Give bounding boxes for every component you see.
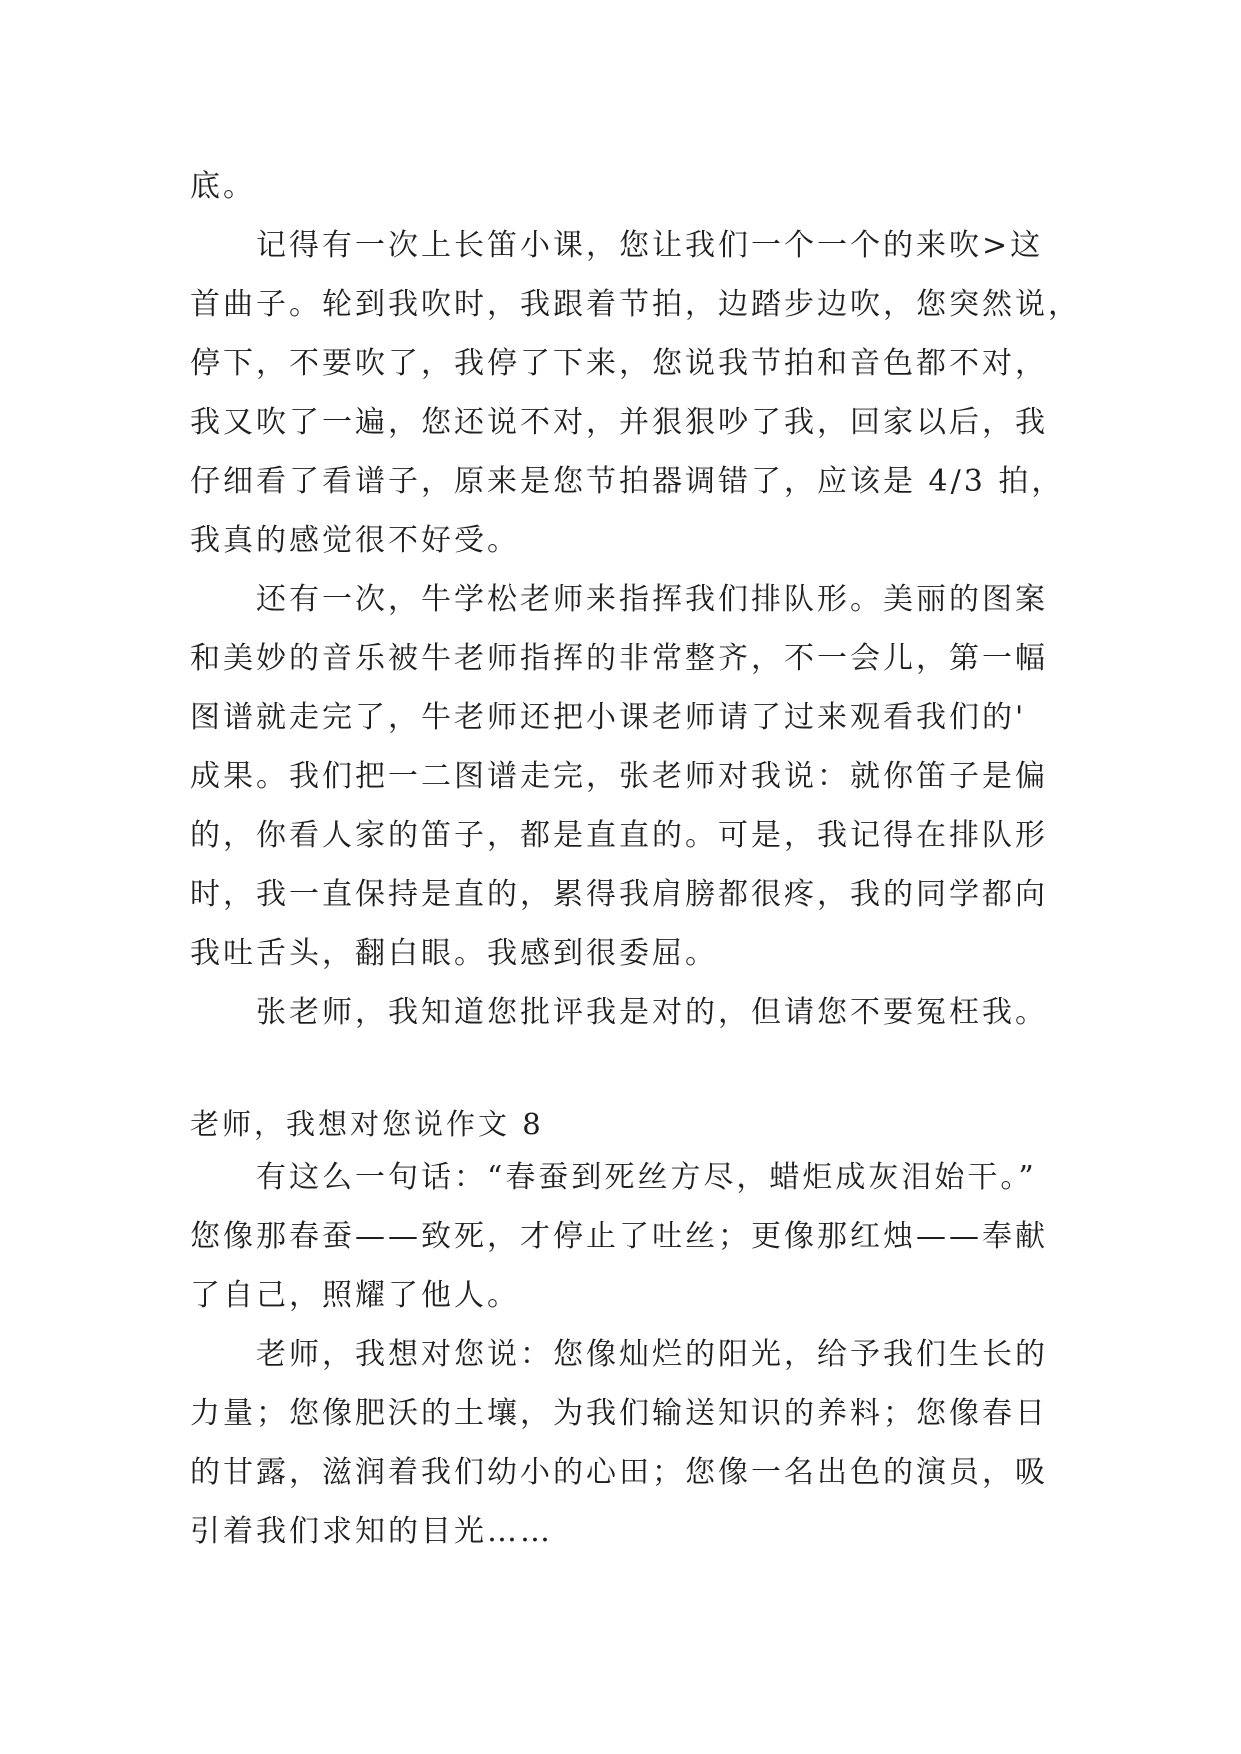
text-line: 力量；您像肥沃的土壤，为我们输送知识的养料；您像春日 bbox=[190, 1396, 1048, 1431]
paragraph-start-line: 张老师，我知道您批评我是对的，但请您不要冤枉我。 bbox=[256, 995, 1048, 1030]
section-heading: 老师，我想对您说作文 8 bbox=[190, 1107, 544, 1141]
text-line: 仔细看了看谱子，原来是您节拍器调错了，应该是 4/3 拍， bbox=[190, 464, 1065, 499]
text-line: 图谱就走完了，牛老师还把小课老师请了过来观看我们的' bbox=[190, 700, 1027, 735]
text-line: 我又吹了一遍，您还说不对，并狠狠吵了我，回家以后，我 bbox=[190, 405, 1048, 440]
text-line: 首曲子。轮到我吹时，我跟着节拍，边踏步边吹，您突然说， bbox=[190, 287, 1081, 322]
text-line: 我吐舌头，翻白眼。我感到很委屈。 bbox=[190, 936, 718, 971]
paragraph-start-line: 老师，我想对您说：您像灿烂的阳光，给予我们生长的 bbox=[256, 1337, 1048, 1372]
text-line: 和美妙的音乐被牛老师指挥的非常整齐，不一会儿，第一幅 bbox=[190, 641, 1048, 676]
text-line: 的甘露，滋润着我们幼小的心田；您像一名出色的演员，吸 bbox=[190, 1455, 1048, 1490]
text-line: 的，你看人家的笛子，都是直直的。可是，我记得在排队形 bbox=[190, 818, 1048, 853]
text-line: 底。 bbox=[190, 169, 256, 204]
text-line: 引着我们求知的目光…… bbox=[190, 1514, 553, 1549]
paragraph-start-line: 还有一次，牛学松老师来指挥我们排队形。美丽的图案 bbox=[256, 582, 1048, 617]
text-line: 成果。我们把一二图谱走完，张老师对我说：就你笛子是偏 bbox=[190, 759, 1048, 794]
paragraph-start-line: 记得有一次上长笛小课，您让我们一个一个的来吹>这 bbox=[256, 228, 1044, 263]
text-line: 停下，不要吹了，我停了下来，您说我节拍和音色都不对， bbox=[190, 346, 1048, 381]
text-line: 我真的感觉很不好受。 bbox=[190, 523, 520, 558]
paragraph-start-line: 有这么一句话：“春蚕到死丝方尽，蜡炬成灰泪始干。” bbox=[256, 1160, 1037, 1195]
text-line: 了自己，照耀了他人。 bbox=[190, 1278, 520, 1313]
text-line: 时，我一直保持是直的，累得我肩膀都很疼，我的同学都向 bbox=[190, 877, 1048, 912]
text-line: 您像那春蚕——致死，才停止了吐丝；更像那红烛——奉献 bbox=[190, 1219, 1048, 1254]
